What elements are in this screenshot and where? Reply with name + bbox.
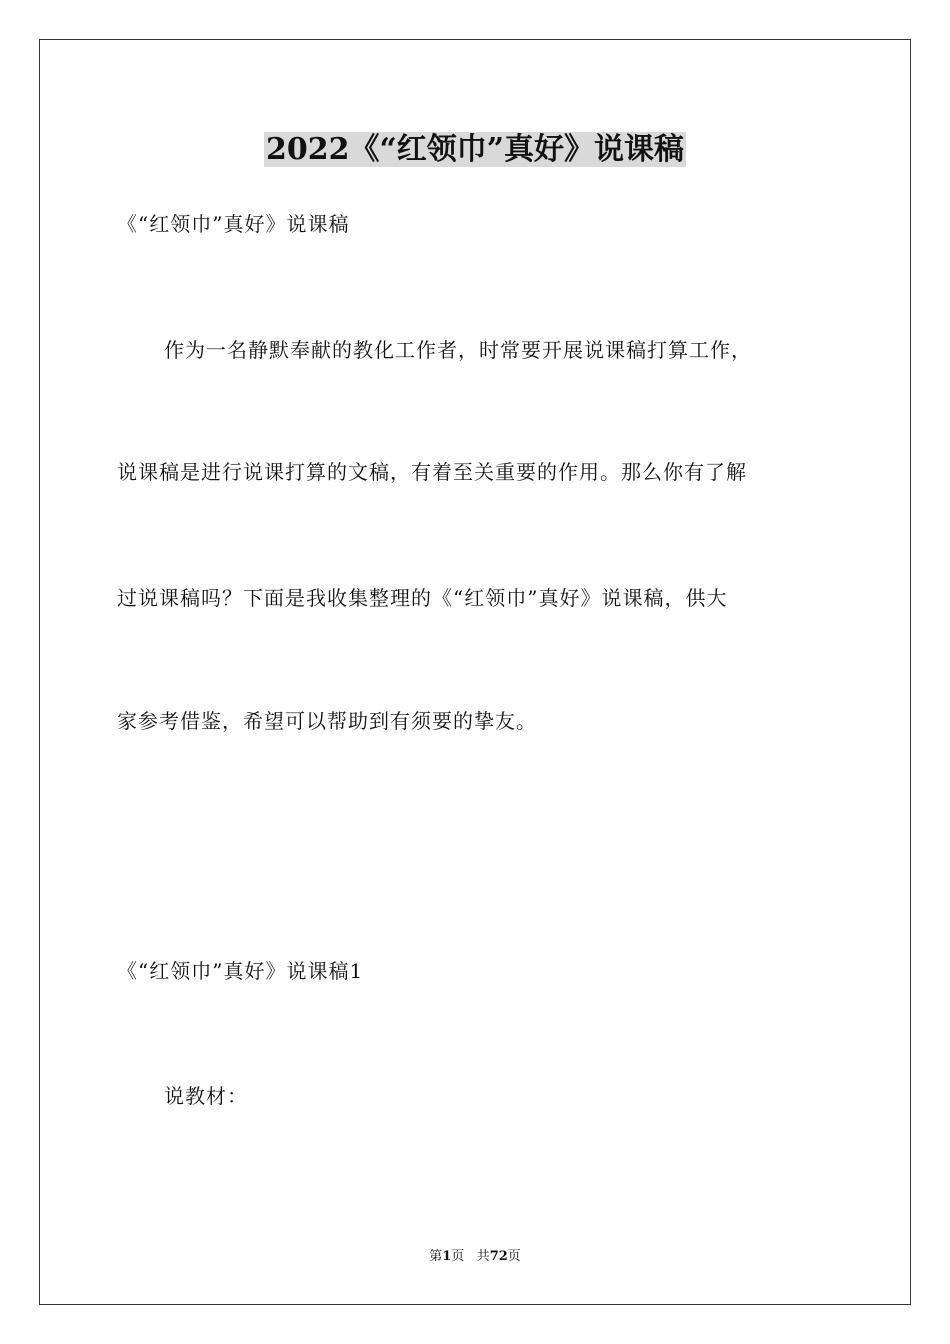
document-title	[0, 126, 950, 174]
document-subtitle: 《“红领巾”真好》说课稿	[117, 212, 350, 236]
paragraph-line-2: 说课稿是进行说课打算的文稿，有着至关重要的作用。那么你有了解	[117, 460, 747, 484]
paragraph-line-1: 作为一名静默奉献的教化工作者，时常要开展说课稿打算工作，	[164, 338, 752, 362]
document-title-text: 2022《“红领巾”真好》说课稿	[265, 132, 684, 167]
footer-total-prefix: 共	[476, 1249, 490, 1264]
footer-prefix: 第	[429, 1249, 443, 1264]
section-heading: 《“红领巾”真好》说课稿1	[117, 959, 364, 983]
paragraph-line-4: 家参考借鉴，希望可以帮助到有须要的挚友。	[117, 709, 537, 733]
paragraph-line-3: 过说课稿吗？下面是我收集整理的《“红领巾”真好》说课稿，供大	[117, 586, 728, 610]
section-subheading: 说教材：	[164, 1084, 248, 1108]
footer-page-suffix: 页	[451, 1249, 465, 1264]
footer-total-suffix: 页	[507, 1249, 521, 1264]
footer-total-pages: 72	[489, 1249, 508, 1264]
footer-page-number: 1	[442, 1249, 452, 1264]
page-footer	[0, 1247, 950, 1267]
